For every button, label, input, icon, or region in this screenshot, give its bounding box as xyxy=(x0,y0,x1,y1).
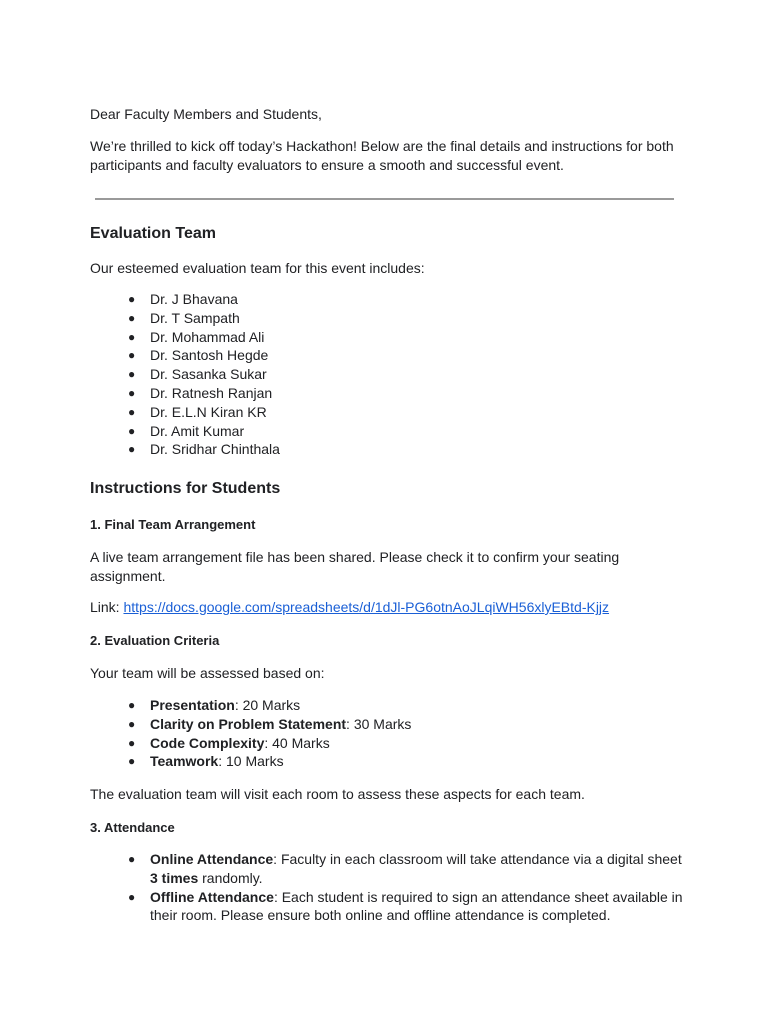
section-3-title: 3. Attendance xyxy=(90,820,175,835)
criteria-marks: : 20 Marks xyxy=(234,697,301,713)
section-2-footer: The evaluation team will visit each room to assess these aspects for each team. xyxy=(90,786,585,802)
list-item: ● Dr. Mohammad Ali xyxy=(128,328,265,345)
criteria-marks: : 30 Marks xyxy=(346,715,412,732)
bullet-icon: ● xyxy=(128,367,136,382)
online-attendance-label: Online Attendance xyxy=(150,851,274,867)
bullet-icon: ● xyxy=(128,716,136,731)
offline-attendance-label: Offline Attendance xyxy=(150,888,274,905)
greeting: Dear Faculty Members and Students, xyxy=(90,106,322,122)
evaluation-team-lead: Our esteemed evaluation team for this event includes: xyxy=(90,260,425,276)
bullet-icon: ● xyxy=(128,698,136,712)
criteria-name: Code Complexity xyxy=(150,734,265,751)
section-1-title: 1. Final Team Arrangement xyxy=(90,517,256,532)
section-1-body: A live team arrangement file has been shared. Please check it to confirm your seating assignment. xyxy=(90,549,620,584)
criteria-list xyxy=(128,696,688,771)
list-item xyxy=(128,752,688,771)
list-item xyxy=(128,696,688,715)
list-item: ● Dr. Sasanka Sukar xyxy=(128,366,267,383)
list-item: ● Dr. Sridhar Chinthala xyxy=(128,441,280,458)
list-item: ● Dr. Amit Kumar xyxy=(128,422,245,439)
section-1-link-line xyxy=(90,598,680,617)
evaluation-team-heading: Evaluation Team xyxy=(90,225,216,242)
spreadsheet-link[interactable]: https://docs.google.com/spreadsheets/d/1dJl-PG6otnAoJLqiWH56xlyEBtd-Kjjz xyxy=(123,599,610,615)
bullet-icon: ● xyxy=(128,754,136,769)
bullet-icon: ● xyxy=(128,442,136,457)
attendance-list xyxy=(128,850,688,925)
bullet-icon: ● xyxy=(128,329,136,344)
intro-paragraph: We’re thrilled to kick off today’s Hackathon! Below are the final details and instructions for both participants and faculty evaluators to ensure a smooth and successful event. xyxy=(90,138,674,173)
criteria-name: Presentation xyxy=(150,697,235,713)
list-item: ● Online Attendance: Faculty in each classroom will take attendance via a digital sheet 3 times randomly. xyxy=(128,851,682,886)
list-item xyxy=(128,734,688,753)
bullet-icon: ● xyxy=(128,889,136,904)
list-item xyxy=(128,715,688,734)
bullet-icon: ● xyxy=(128,423,136,438)
criteria-marks: : 10 Marks xyxy=(218,753,284,770)
list-item: ● Offline Attendance: Each student is required to sign an attendance sheet available in their room. Please ensure both online and offline attendance is completed. xyxy=(128,888,683,924)
bullet-icon: ● xyxy=(128,852,136,866)
section-2-lead: Your team will be assessed based on: xyxy=(90,665,325,681)
link-prefix: Link: xyxy=(90,599,124,615)
criteria-name: Clarity on Problem Statement xyxy=(150,715,347,732)
section-2-title: 2. Evaluation Criteria xyxy=(90,633,220,648)
bullet-icon: ● xyxy=(128,404,136,419)
bullet-icon: ● xyxy=(128,348,136,363)
list-item: ● Dr. Ratnesh Ranjan xyxy=(128,384,273,401)
bullet-icon: ● xyxy=(128,385,136,400)
evaluation-team-list xyxy=(128,290,688,459)
bullet-icon: ● xyxy=(128,310,136,325)
criteria-name: Teamwork xyxy=(150,753,219,770)
bullet-icon: ● xyxy=(128,292,136,306)
list-item: ● Dr. J Bhavana xyxy=(128,291,238,307)
instructions-heading: Instructions for Students xyxy=(90,480,281,497)
bullet-icon: ● xyxy=(128,735,136,750)
list-item: ● Dr. T Sampath xyxy=(128,309,240,326)
criteria-marks: : 40 Marks xyxy=(264,734,330,751)
horizontal-divider xyxy=(95,198,674,200)
list-item: ● Dr. Santosh Hegde xyxy=(128,347,269,364)
times-count: 3 times xyxy=(150,869,199,886)
list-item: ● Dr. E.L.N Kiran KR xyxy=(128,403,267,420)
